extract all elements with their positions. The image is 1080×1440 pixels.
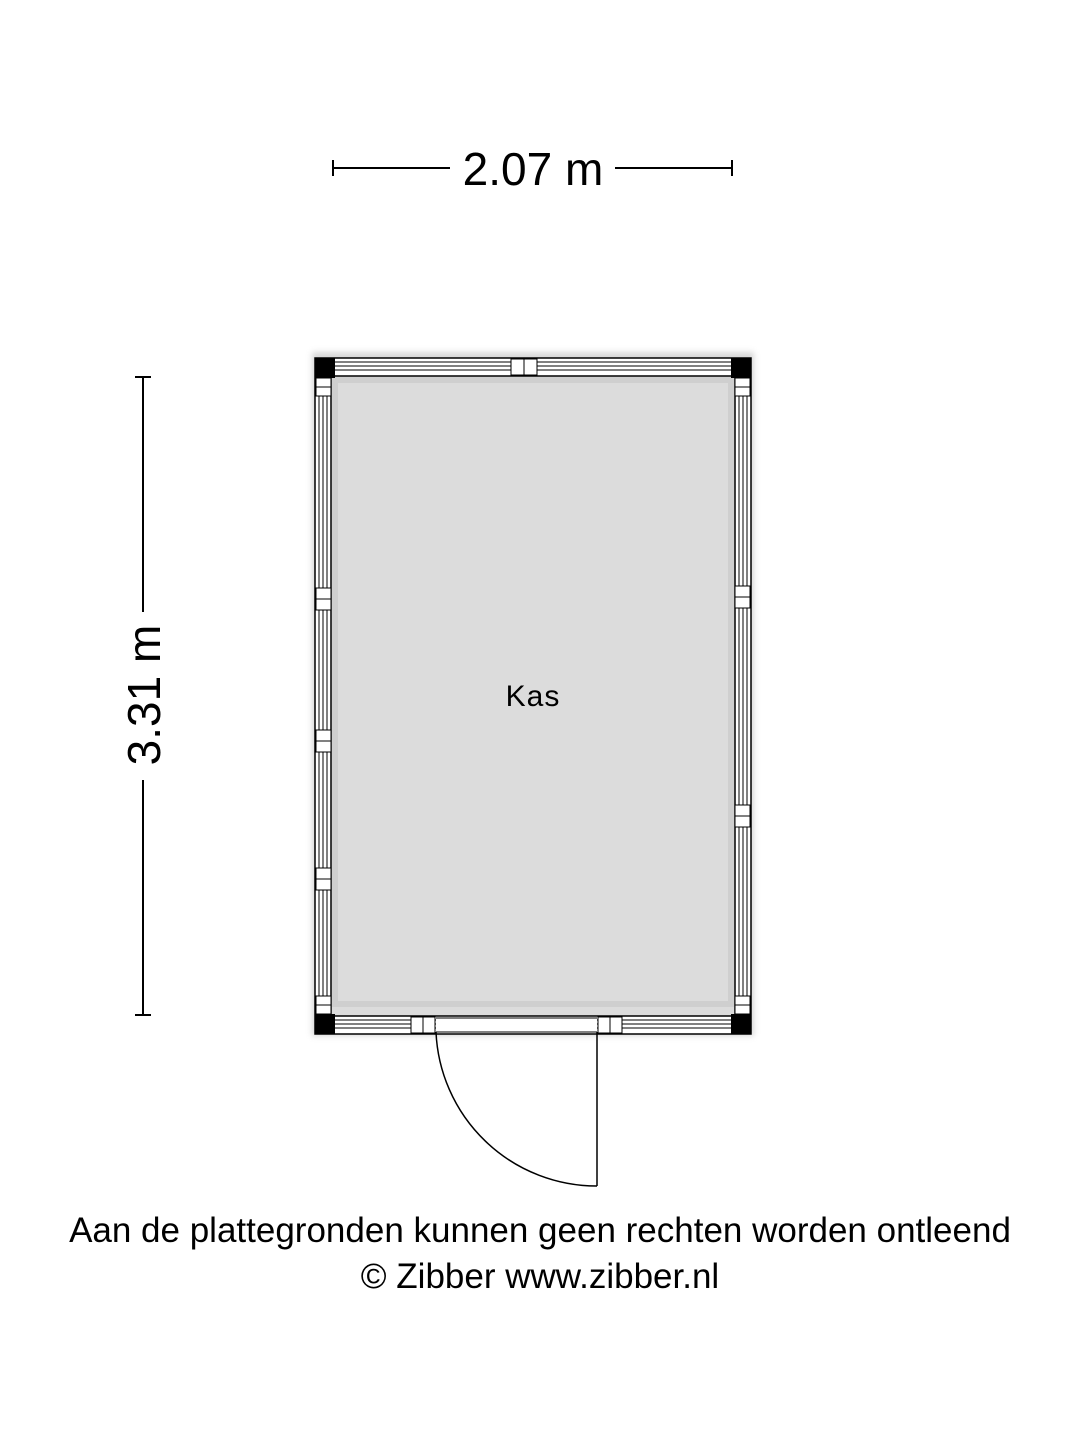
height-dimension [118, 377, 170, 1015]
width-dimension [333, 143, 732, 195]
door-arc [436, 1032, 597, 1186]
disclaimer-text: Aan de plattegronden kunnen geen rechten worden ontleend [69, 1211, 1011, 1250]
room-label: Kas [505, 680, 561, 713]
corner-post-top-right [731, 358, 751, 378]
corner-post-bottom-right [731, 1014, 751, 1034]
room-kas [312, 352, 754, 1036]
door-swing [436, 1032, 597, 1186]
corner-post-top-left [315, 358, 335, 378]
copyright-text: © Zibber www.zibber.nl [360, 1257, 720, 1296]
corner-post-bottom-left [315, 1014, 335, 1034]
width-dimension-label: 2.07 m [462, 143, 604, 195]
height-dimension-label: 3.31 m [118, 624, 170, 766]
